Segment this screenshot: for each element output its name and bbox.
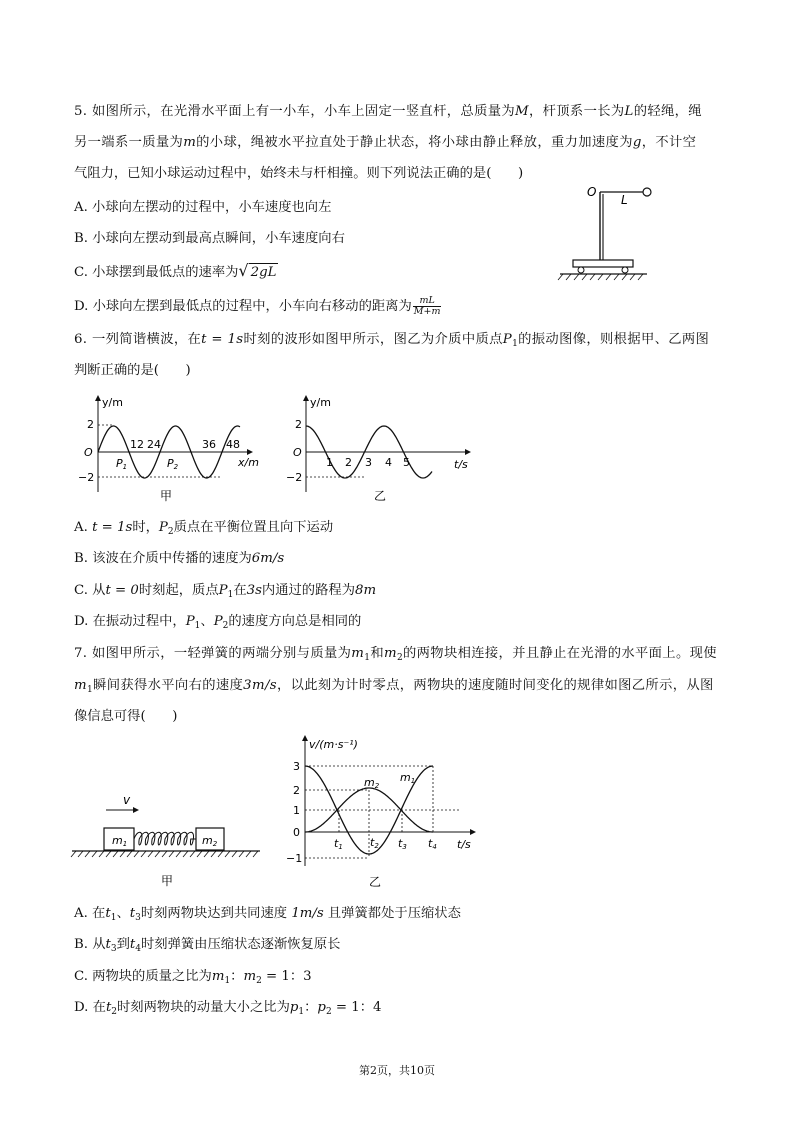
t-tick: 1 <box>326 456 333 469</box>
block-m1-label: m1 <box>112 834 128 848</box>
q5-option-c: C. 小球摆到最低点的速率为√ 2gL <box>74 261 277 280</box>
y-min-label: −2 <box>78 471 95 484</box>
q6-option-d: D. 在振动过程中，$P_1$、$P_2$的速度方向总是相同的 <box>74 614 362 631</box>
y-tick: 3 <box>293 760 300 773</box>
q5-option-a: A. 小球向左摆动的过程中，小车速度也向左 <box>74 200 332 215</box>
q5-cart-pole-figure <box>555 180 655 285</box>
curve-m2-label: m2 <box>364 776 380 790</box>
q7-velocity-graph-yi <box>285 728 495 890</box>
y-axis-label: v/(m·s⁻¹) <box>309 738 358 751</box>
q6-wave-graph-jia <box>80 392 270 504</box>
q5-stem-line2: 另一端系一质量为m的小球，绳被水平拉直处于静止状态，将小球由静止释放，重力加速度为g，不计空 <box>74 135 697 150</box>
x-axis-label: x/m <box>238 456 259 469</box>
q7-option-a: A. 在$t_1$、$t_3$时刻两物块达到共同速度 1m/s 且弹簧都处于压缩状态 <box>74 906 461 923</box>
spring <box>134 832 196 845</box>
q5-option-b: B. 小球向左摆动到最高点瞬间，小车速度向右 <box>74 231 345 246</box>
figure-caption: 甲 <box>161 874 174 888</box>
q6-vibration-graph-yi <box>284 392 484 504</box>
x-tick: 48 <box>226 438 240 451</box>
q6-stem-line2: 判断正确的是( ) <box>74 363 191 378</box>
y-min-label: −2 <box>286 471 303 484</box>
fraction: $\frac{mL}{M+m}$ <box>413 295 441 317</box>
cart <box>573 260 633 267</box>
q7-option-c: C. 两物块的质量之比为$m_1$：$m_2 = 1$：3 <box>74 969 312 986</box>
t-tick: 3 <box>365 456 372 469</box>
t2-label: t2 <box>370 836 379 850</box>
x-tick: 36 <box>202 438 216 451</box>
q7-spring-figure-jia <box>70 790 265 890</box>
block-m2-label: m2 <box>202 834 218 848</box>
q7-stem-line3: 像信息可得( ) <box>74 709 178 724</box>
figure-caption: 甲 <box>160 489 173 503</box>
x-axis-label: t/s <box>454 458 468 471</box>
q5-option-d: D. 小球向左摆到最低点的过程中，小车向右移动的距离为 $\frac{mL}{M+m}$ <box>74 295 441 317</box>
q6-option-a: A. t = 1s时，$P_2$质点在平衡位置且向下运动 <box>74 520 334 537</box>
x-tick: 24 <box>147 438 161 451</box>
q6-option-b: B. 该波在介质中传播的速度为6m/s <box>74 551 285 566</box>
y-tick: 1 <box>293 804 300 817</box>
q7-stem-line2: $m_1$瞬间获得水平向右的速度3m/s，以此刻为计时零点，两物块的速度随时间变化的规律如图乙所示，从图 <box>74 678 714 695</box>
t-tick: 2 <box>345 456 352 469</box>
y-max-label: 2 <box>87 418 94 431</box>
y-axis-label: y/m <box>102 396 123 409</box>
y-tick: 0 <box>293 826 300 839</box>
curve-m1-label: m1 <box>400 771 416 785</box>
x-tick: 12 <box>130 438 144 451</box>
figure-caption: 乙 <box>374 489 387 503</box>
t-tick: 4 <box>385 456 392 469</box>
y-axis-label: y/m <box>310 396 331 409</box>
figure-caption: 乙 <box>369 875 382 889</box>
origin-label: O <box>293 446 302 459</box>
pivot-label: O <box>587 185 597 199</box>
t-tick: 5 <box>403 456 410 469</box>
y-tick: −1 <box>286 852 303 865</box>
ball <box>643 188 651 196</box>
point-p1-label: P1 <box>116 457 128 471</box>
t4-label: t4 <box>428 837 437 851</box>
origin-label: O <box>84 446 93 459</box>
page-footer: 第2页，共10页 <box>359 1064 435 1077</box>
t3-label: t3 <box>398 837 407 851</box>
rope-length-label: L <box>621 193 628 207</box>
q6-stem-line1: 6. 一列简谐横波，在t = 1s时刻的波形如图甲所示，图乙为介质中质点$P_1$的振动图像，则根据甲、乙两图 <box>74 332 710 349</box>
y-tick: 2 <box>293 784 300 797</box>
t1-label: t1 <box>334 837 343 851</box>
q7-stem-line1: 7. 如图甲所示，一轻弹簧的两端分别与质量为$m_1$和$m_2$的两物块相连接，并且静止在光滑的水平面上。现使 <box>74 646 717 663</box>
y-max-label: 2 <box>295 418 302 431</box>
velocity-label: v <box>123 793 131 807</box>
x-axis-label: t/s <box>457 838 471 851</box>
q7-option-d: D. 在$t_2$时刻两物块的动量大小之比为$p_1$：$p_2 = 1$：4 <box>74 1000 382 1017</box>
q7-option-b: B. 从$t_3$到$t_4$时刻弹簧由压缩状态逐渐恢复原长 <box>74 937 341 954</box>
q5-stem-line1: 5. 如图所示，在光滑水平面上有一小车，小车上固定一竖直杆，总质量为M，杆顶系一长为L的轻绳，绳 <box>74 104 702 119</box>
q6-option-c: C. 从t = 0时刻起，质点$P_1$在3s内通过的路程为8m <box>74 583 377 600</box>
point-p2-label: P2 <box>167 457 179 471</box>
q5-stem-line3: 气阻力，已知小球运动过程中，始终未与杆相撞。则下列说法正确的是( ) <box>74 166 524 181</box>
